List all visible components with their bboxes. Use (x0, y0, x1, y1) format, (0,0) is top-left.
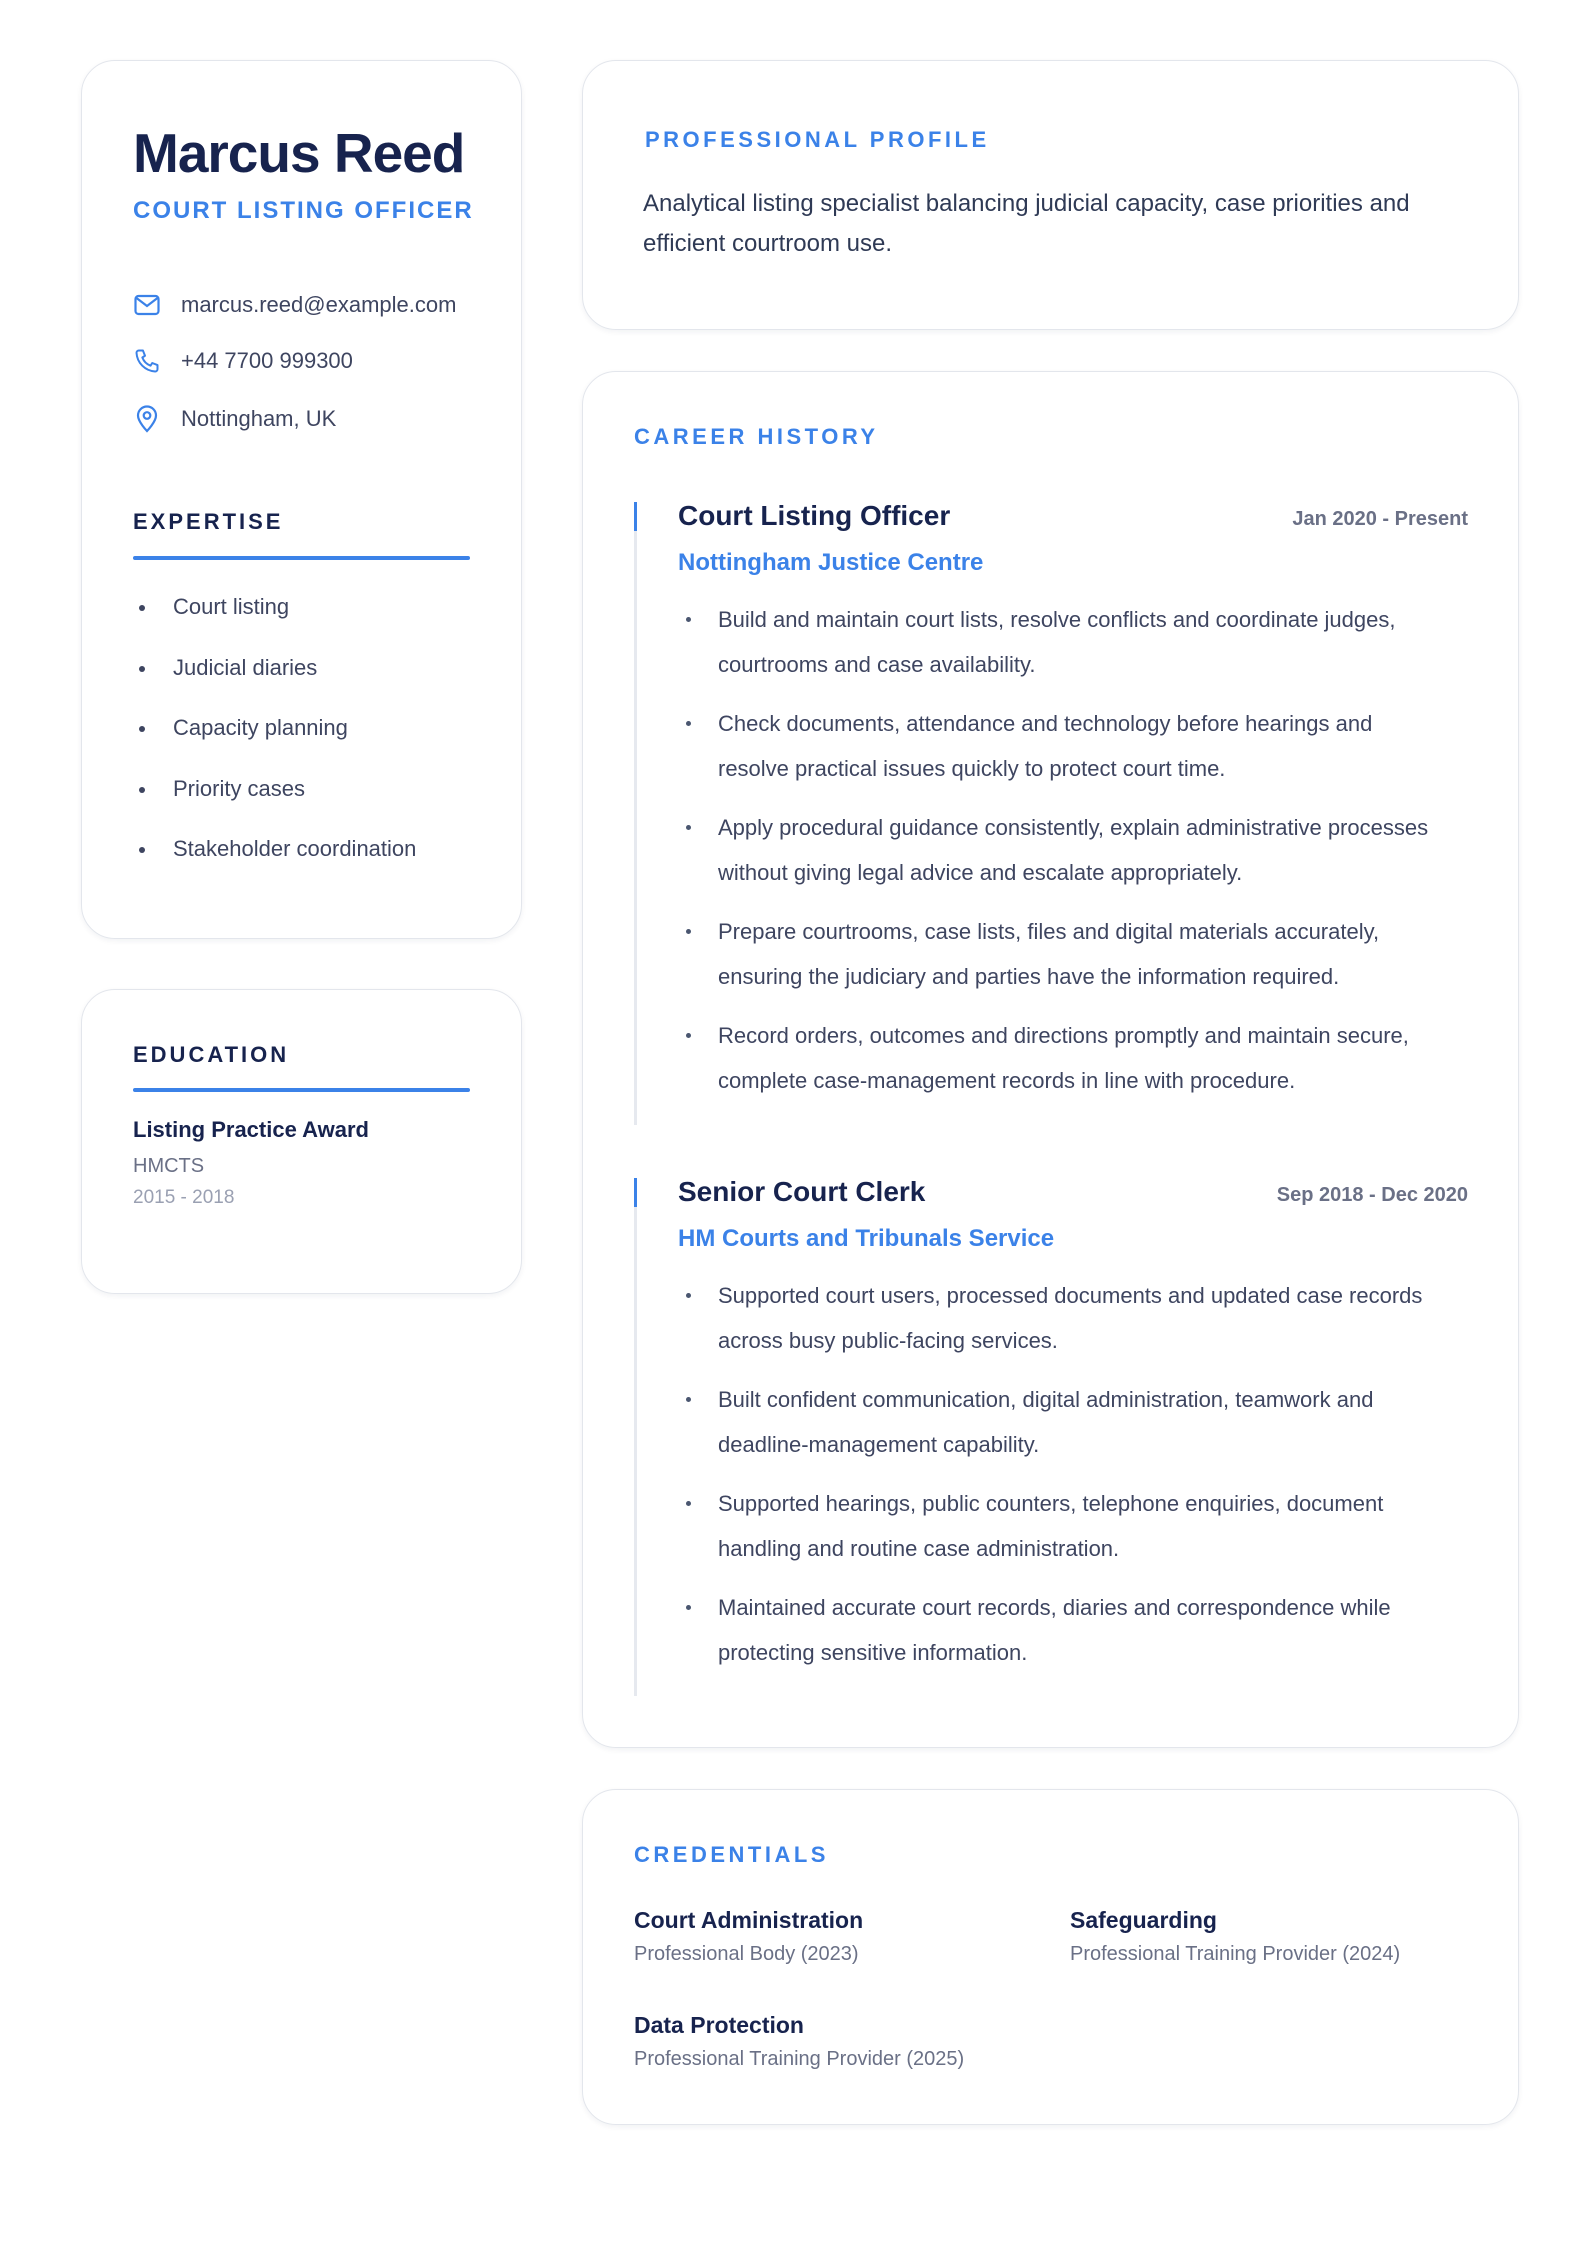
job-timeline-bar (634, 502, 637, 1125)
mail-icon (132, 290, 162, 320)
contact-location (132, 404, 336, 434)
credentials-heading: CREDENTIALS (634, 1842, 829, 1867)
education-institution: HMCTS (133, 1155, 205, 1177)
identity-card (81, 60, 522, 939)
credential-detail: Professional Training Provider (2025) (634, 2048, 965, 2070)
list-item: Stakeholder coordination (133, 834, 416, 895)
list-item: Supported court users, processed documents and updated case records across busy public-facing services. (678, 1274, 1438, 1363)
contact-email-text: marcus.reed@example.com (181, 292, 457, 317)
expertise-divider (133, 556, 470, 560)
contact-phone-text: +44 7700 999300 (181, 348, 353, 373)
phone-icon (132, 346, 162, 376)
candidate-role: COURT LISTING OFFICER (133, 197, 474, 224)
list-item: Apply procedural guidance consistently, explain administrative processes without giving legal advice and escalate appropriately. (678, 806, 1438, 895)
job-organization: Nottingham Justice Centre (678, 549, 984, 576)
list-item: Priority cases (133, 774, 416, 835)
profile-summary: Analytical listing specialist balancing judicial capacity, case priorities and efficient courtroom use. (643, 190, 1410, 257)
list-item: Record orders, outcomes and directions promptly and maintain secure, complete case-management records in line with procedure. (678, 1014, 1438, 1103)
job-dates: Jan 2020 - Present (1292, 508, 1468, 530)
credential-name: Data Protection (634, 2012, 804, 2038)
contact-phone[interactable] (132, 346, 353, 376)
list-item: Prepare courtrooms, case lists, files and digital materials accurately, ensuring the judiciary and parties have the information required. (678, 910, 1438, 999)
list-item: Court listing (133, 592, 416, 653)
list-item: Supported hearings, public counters, telephone enquiries, document handling and routine case administration. (678, 1482, 1438, 1571)
profile-card (582, 60, 1519, 330)
credentials-card (582, 1789, 1519, 2125)
contact-location-text: Nottingham, UK (181, 406, 337, 431)
job-dates: Sep 2018 - Dec 2020 (1276, 1184, 1468, 1206)
list-item: Built confident communication, digital administration, teamwork and deadline-management capability. (678, 1378, 1438, 1467)
career-heading: CAREER HISTORY (634, 424, 879, 449)
education-years: 2015 - 2018 (133, 1187, 235, 1208)
career-card (582, 371, 1519, 1748)
expertise-heading: EXPERTISE (133, 509, 284, 534)
credential-detail: Professional Body (2023) (634, 1943, 859, 1965)
expertise-list (133, 592, 416, 895)
list-item: Judicial diaries (133, 653, 416, 714)
list-item: Capacity planning (133, 713, 416, 774)
education-heading: EDUCATION (133, 1042, 290, 1067)
credential-name: Safeguarding (1070, 1907, 1217, 1933)
candidate-name: Marcus Reed (133, 122, 465, 184)
job-organization: HM Courts and Tribunals Service (678, 1225, 1055, 1252)
job-bullets (678, 598, 1438, 1118)
job-bullets (678, 1274, 1438, 1690)
list-item: Build and maintain court lists, resolve conflicts and coordinate judges, courtrooms and case availability. (678, 598, 1438, 687)
list-item: Check documents, attendance and technology before hearings and resolve practical issues quickly to protect court time. (678, 702, 1438, 791)
job-title: Court Listing Officer (678, 500, 951, 531)
credential-name: Court Administration (634, 1907, 864, 1933)
location-pin-icon (132, 404, 162, 434)
education-card (81, 989, 522, 1294)
education-divider (133, 1088, 470, 1092)
credential-detail: Professional Training Provider (2024) (1070, 1943, 1401, 1965)
education-degree: Listing Practice Award (133, 1117, 369, 1142)
list-item: Maintained accurate court records, diaries and correspondence while protecting sensitive information. (678, 1586, 1438, 1675)
profile-heading: PROFESSIONAL PROFILE (645, 127, 990, 152)
job-title: Senior Court Clerk (678, 1176, 926, 1207)
contact-email[interactable] (132, 290, 456, 320)
job-timeline-bar (634, 1178, 637, 1696)
